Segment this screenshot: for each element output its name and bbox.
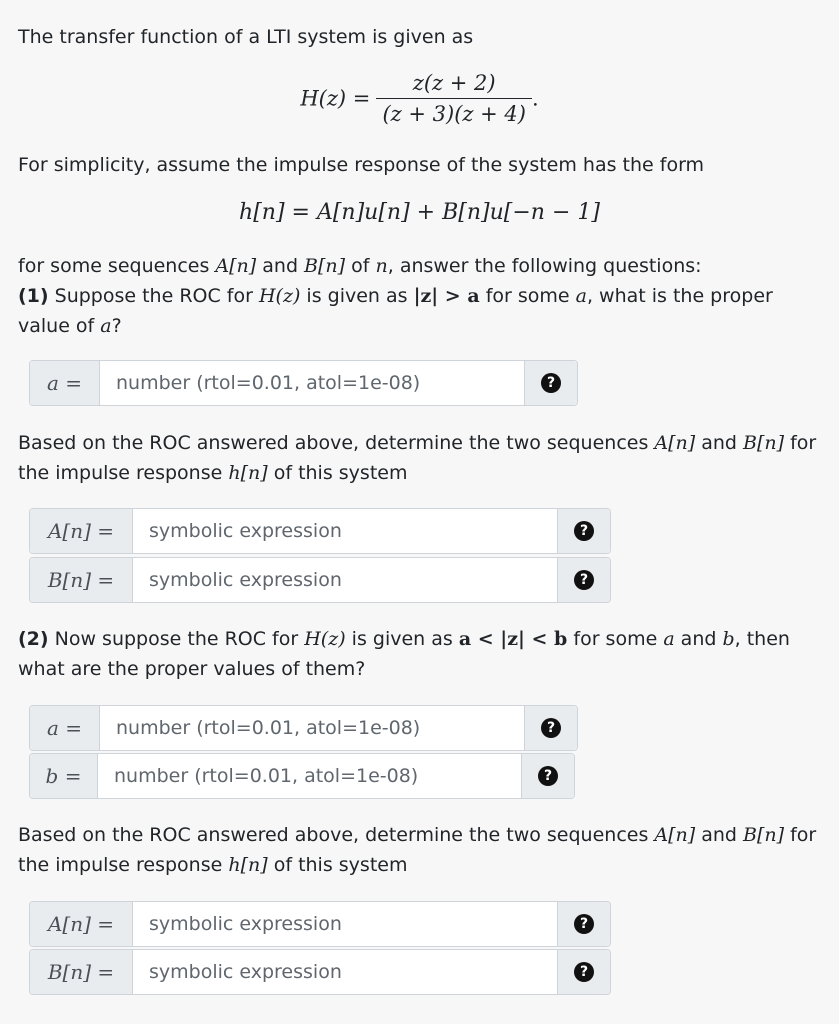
input-group-q2-b bbox=[29, 753, 575, 799]
math: A[n] bbox=[215, 255, 257, 277]
question-2-text-line2: what are the proper values of them? bbox=[18, 658, 366, 680]
math: b bbox=[722, 628, 735, 650]
text: , then bbox=[734, 628, 790, 650]
text: , answer the following questions: bbox=[387, 255, 702, 277]
math: B[n] bbox=[743, 824, 785, 846]
input-group-q1-a bbox=[29, 360, 578, 406]
text: for bbox=[784, 432, 817, 454]
math: n bbox=[375, 255, 388, 277]
text: and bbox=[695, 432, 744, 454]
equation-denominator: (z + 3)(z + 4) bbox=[382, 102, 526, 126]
text: for some bbox=[479, 285, 576, 307]
text: is given as bbox=[300, 285, 414, 307]
equation-lhs: H(z) = bbox=[300, 86, 371, 111]
A-n-input[interactable] bbox=[133, 902, 557, 946]
equation-end: . bbox=[531, 86, 539, 111]
math: a bbox=[663, 628, 675, 650]
transfer-function-equation bbox=[0, 68, 839, 129]
questions-intro bbox=[18, 251, 829, 281]
roc-text-1 bbox=[18, 428, 829, 458]
text: of this system bbox=[267, 462, 408, 484]
text: Based on the ROC answered above, determine the two sequences bbox=[18, 824, 655, 846]
question-number: (1) bbox=[18, 285, 49, 307]
question-1-text-line2 bbox=[18, 311, 829, 341]
question-icon: ? bbox=[574, 521, 594, 541]
help-button[interactable] bbox=[521, 754, 574, 798]
input-label: A[n] = bbox=[30, 902, 133, 946]
math: a < |z| < b bbox=[458, 628, 568, 650]
intro-text: The transfer function of a LTI system is given as bbox=[18, 26, 474, 48]
input-group-B2 bbox=[29, 949, 611, 995]
question-2-text bbox=[18, 624, 829, 654]
question-icon: ? bbox=[541, 373, 561, 393]
math: a bbox=[575, 285, 587, 307]
input-group-A1 bbox=[29, 508, 611, 554]
question-icon: ? bbox=[541, 718, 561, 738]
question-1-text bbox=[18, 281, 829, 311]
input-label: b = bbox=[30, 754, 98, 798]
math: h[n] bbox=[228, 854, 268, 876]
text: value of bbox=[18, 315, 101, 337]
math: H(z) bbox=[304, 628, 346, 650]
input-label: a = bbox=[30, 361, 100, 405]
math: h[n] bbox=[228, 462, 268, 484]
question-icon: ? bbox=[538, 766, 558, 786]
text: for some sequences bbox=[18, 255, 216, 277]
text: and bbox=[695, 824, 744, 846]
text: for bbox=[784, 824, 817, 846]
input-label: B[n] = bbox=[30, 558, 133, 602]
impulse-response-equation: h[n] = A[n]u[n] + B[n]u[−n − 1] bbox=[239, 200, 600, 225]
math: H(z) bbox=[258, 285, 301, 307]
text: Based on the ROC answered above, determine the two sequences bbox=[18, 432, 655, 454]
math: B[n] bbox=[304, 255, 346, 277]
help-button[interactable] bbox=[557, 902, 610, 946]
text: , what is the proper bbox=[586, 285, 773, 307]
B-n-input[interactable] bbox=[133, 950, 557, 994]
text: of bbox=[345, 255, 376, 277]
math: A[n] bbox=[654, 824, 696, 846]
math: B[n] bbox=[743, 432, 785, 454]
input-group-A2 bbox=[29, 901, 611, 947]
input-label: A[n] = bbox=[30, 509, 133, 553]
text: of this system bbox=[267, 854, 408, 876]
question-icon: ? bbox=[574, 914, 594, 934]
roc-text-1-line2 bbox=[18, 458, 829, 488]
help-button[interactable] bbox=[557, 558, 610, 602]
text: and bbox=[256, 255, 305, 277]
text: the impulse response bbox=[18, 854, 229, 876]
roc-text-2-line2 bbox=[18, 850, 829, 880]
b-input[interactable] bbox=[98, 754, 521, 798]
help-button[interactable] bbox=[557, 509, 610, 553]
text: and bbox=[674, 628, 723, 650]
B-n-input[interactable] bbox=[133, 558, 557, 602]
question-number: (2) bbox=[18, 628, 49, 650]
help-button[interactable] bbox=[524, 361, 577, 405]
text: is given as bbox=[345, 628, 459, 650]
input-label: a = bbox=[30, 706, 100, 750]
simplicity-text: For simplicity, assume the impulse response of the system has the form bbox=[18, 154, 705, 176]
text: Suppose the ROC for bbox=[48, 285, 259, 307]
input-group-q2-a bbox=[29, 705, 578, 751]
text: ? bbox=[111, 315, 122, 337]
question-icon: ? bbox=[574, 962, 594, 982]
input-group-B1 bbox=[29, 557, 611, 603]
text: Now suppose the ROC for bbox=[48, 628, 305, 650]
equation-numerator: z(z + 2) bbox=[376, 68, 532, 99]
help-button[interactable] bbox=[557, 950, 610, 994]
math: a bbox=[100, 315, 112, 337]
text: the impulse response bbox=[18, 462, 229, 484]
math: A[n] bbox=[654, 432, 696, 454]
input-label: B[n] = bbox=[30, 950, 133, 994]
A-n-input[interactable] bbox=[133, 509, 557, 553]
a-input[interactable] bbox=[100, 361, 524, 405]
a-input[interactable] bbox=[100, 706, 524, 750]
math: |z| > a bbox=[413, 285, 480, 307]
roc-text-2 bbox=[18, 820, 829, 850]
equation-fraction bbox=[376, 68, 532, 129]
text: for some bbox=[567, 628, 664, 650]
question-icon: ? bbox=[574, 570, 594, 590]
help-button[interactable] bbox=[524, 706, 577, 750]
